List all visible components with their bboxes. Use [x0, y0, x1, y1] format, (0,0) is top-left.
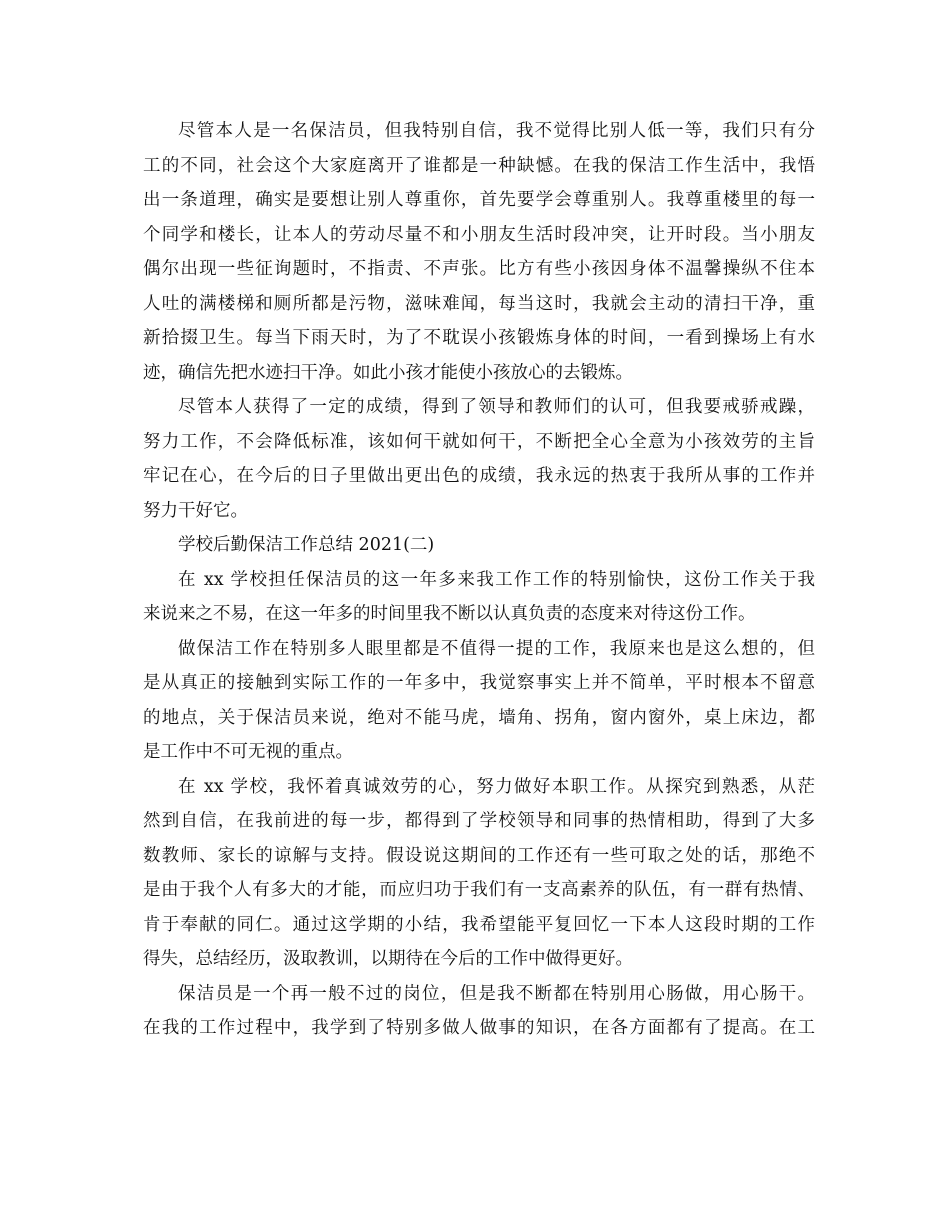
- text-line: 工的不同，社会这个大家庭离开了谁都是一种缺憾。在我的保洁工作生活中，我悟: [143, 155, 815, 176]
- text-line: 数教师、家长的谅解与支持。假设说这期间的工作还有一些可取之处的话，那绝不: [143, 845, 815, 866]
- text-line: 做保洁工作在特别多人眼里都是不值得一提的工作，我原来也是这么想的，但: [178, 638, 815, 659]
- paragraph-6: [143, 977, 815, 1046]
- text-line: 人吐的满楼梯和厕所都是污物，滋味难闻，每当这时，我就会主动的清扫干净，重: [143, 293, 815, 314]
- text-line: 个同学和楼长，让本人的劳动尽量不和小朋友生活时段冲突，让开时段。当小朋友: [143, 224, 815, 245]
- document-body: [143, 114, 815, 1046]
- heading-text: 学校后勤保洁工作总结 2021(二): [178, 535, 435, 555]
- text-line: 是从真正的接触到实际工作的一年多中，我觉察事实上并不简单，平时根本不留意: [143, 673, 815, 693]
- paragraph-5: [143, 770, 815, 977]
- paragraph-2: [143, 390, 815, 528]
- paragraph-1: [143, 114, 815, 390]
- text-line: 保洁员是一个再一般不过的岗位，但是我不断都在特别用心肠做，用心肠干。: [178, 983, 815, 1004]
- paragraph-3: [143, 563, 815, 632]
- paragraph-4: [143, 632, 815, 770]
- text-line: 在我的工作过程中，我学到了特别多做人做事的知识，在各方面都有了提高。在工: [143, 1018, 815, 1038]
- text-line: 新拾掇卫生。每当下雨天时，为了不耽误小孩锻炼身体的时间，一看到操场上有水: [143, 328, 815, 348]
- text-line: 来说来之不易，在这一年多的时间里我不断以认真负责的态度来对待这份工作。: [143, 604, 756, 624]
- section-heading: [143, 528, 815, 563]
- text-line: 肯于奉献的同仁。通过这学期的小结，我希望能平复回忆一下本人这段时期的工作: [143, 914, 815, 935]
- text-line: 尽管本人获得了一定的成绩，得到了领导和教师们的认可，但我要戒骄戒躁，: [178, 397, 815, 417]
- text-line: 的地点，关于保洁员来说，绝对不能马虎，墙角、拐角，窗内窗外，桌上床边，都: [143, 707, 815, 728]
- text-line: 偶尔出现一些征询题时，不指责、不声张。比方有些小孩因身体不温馨操纵不住本: [143, 259, 815, 279]
- text-line: 努力工作，不会降低标准，该如何干就如何干，不断把全心全意为小孩效劳的主旨: [143, 431, 815, 452]
- text-line: 在 xx 学校，我怀着真诚效劳的心，努力做好本职工作。从探究到熟悉，从茫: [178, 776, 815, 797]
- text-line: 得失，总结经历，汲取教训，以期待在今后的工作中做得更好。: [143, 949, 633, 969]
- text-line: 努力干好它。: [143, 500, 248, 521]
- text-line: 迹，确信先把水迹扫干净。如此小孩才能使小孩放心的去锻炼。: [143, 362, 633, 383]
- text-line: 牢记在心，在今后的日子里做出更出色的成绩，我永远的热衷于我所从事的工作并: [143, 466, 815, 486]
- text-line: 在 xx 学校担任保洁员的这一年多来我工作工作的特别愉快，这份工作关于我: [178, 569, 815, 590]
- text-line: 然到自信，在我前进的每一步，都得到了学校领导和同事的热情相助，得到了大多: [143, 811, 815, 831]
- text-line: 是由于我个人有多大的才能，而应归功于我们有一支高素养的队伍，有一群有热情、: [143, 880, 815, 900]
- text-line: 出一条道理，确实是要想让别人尊重你，首先要学会尊重别人。我尊重楼里的每一: [143, 190, 815, 210]
- text-line: 是工作中不可无视的重点。: [143, 742, 353, 762]
- text-line: 尽管本人是一名保洁员，但我特别自信，我不觉得比别人低一等，我们只有分: [178, 121, 815, 141]
